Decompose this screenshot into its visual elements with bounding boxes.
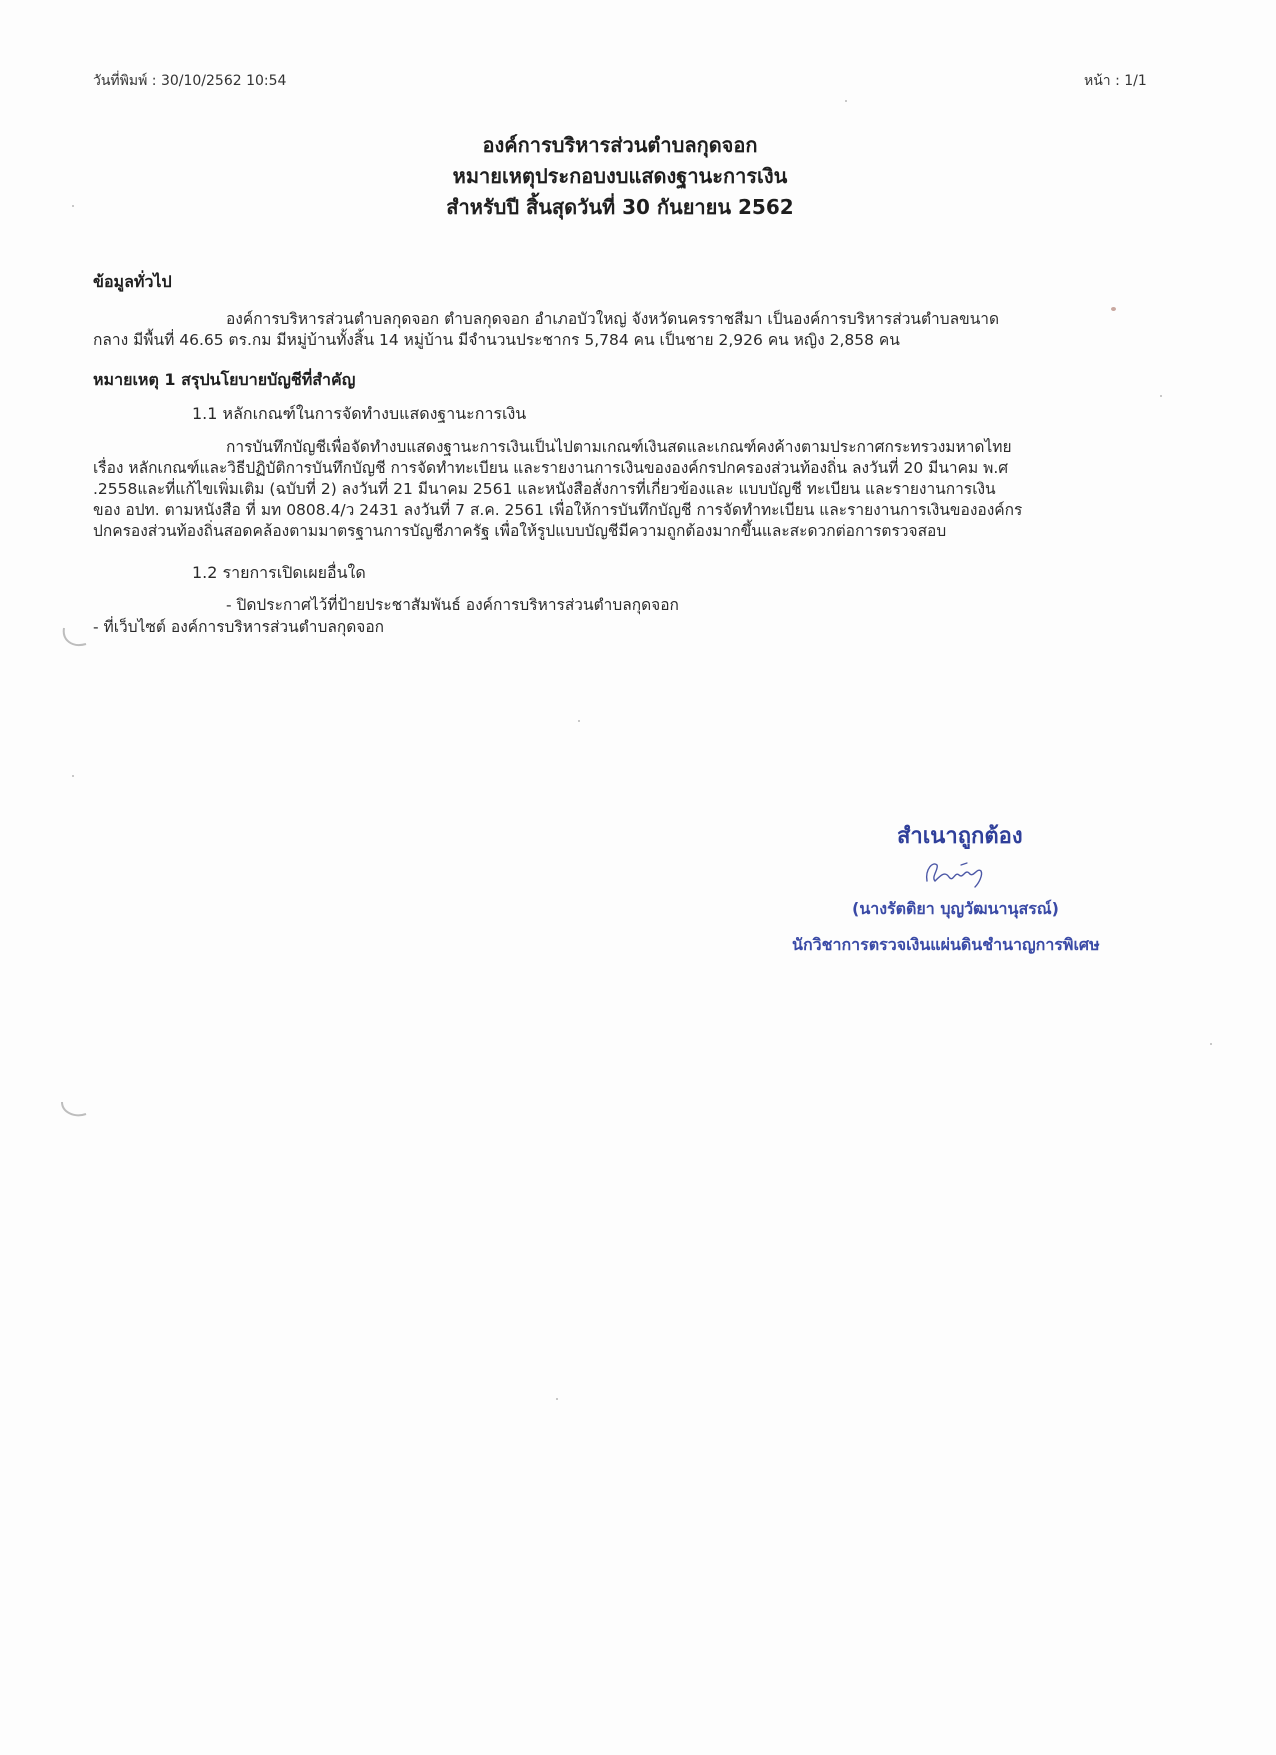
- note1-heading: หมายเหตุ 1 สรุปนโยบายบัญชีที่สำคัญ: [93, 370, 356, 389]
- policy-paragraph-line: .2558และที่แก้ไขเพิ่มเติม (ฉบับที่ 2) ลงวันที่ 21 มีนาคม 2561 และหนังสือสั่งการที่เกี่ยวข้องและ แบบบัญชี ทะเบียน และรายงานการเงิน: [93, 480, 996, 498]
- scan-speck: [72, 205, 74, 207]
- policy-paragraph-line: การบันทึกบัญชีเพื่อจัดทำงบแสดงฐานะการเงินเป็นไปตามเกณฑ์เงินสดและเกณฑ์คงค้างตามประกาศกระทรวงมหาดไทย: [226, 438, 1012, 456]
- scan-speck: [1210, 1043, 1212, 1045]
- scan-speck: [1111, 307, 1116, 311]
- policy-paragraph-line: เรื่อง หลักเกณฑ์และวิธีปฏิบัติการบันทึกบัญชี การจัดทำทะเบียน และรายงานการเงินขององค์กรปกครองส่วนท้องถิ่น ลงวันที่ 20 มีนาคม พ.ศ: [93, 459, 1009, 477]
- page-number: หน้า : 1/1: [1084, 73, 1147, 89]
- handwritten-signature: [921, 857, 993, 891]
- note1-2-title: 1.2 รายการเปิดเผยอื่นใด: [192, 563, 366, 582]
- general-info-line: องค์การบริหารส่วนตำบลกุดจอก ตำบลกุดจอก อำเภอบัวใหญ่ จังหวัดนครราชสีมา เป็นองค์การบริหารส่วนตำบลขนาด: [226, 310, 1000, 328]
- disclosure-item: - ที่เว็บไซต์ องค์การบริหารส่วนตำบลกุดจอก: [93, 618, 385, 636]
- general-info-heading: ข้อมูลทั่วไป: [93, 272, 172, 291]
- print-date: วันที่พิมพ์ : 30/10/2562 10:54: [93, 73, 287, 89]
- signer-name: (นางรัตติยา บุญวัฒนานุสรณ์): [852, 899, 1059, 918]
- note1-1-title: 1.1 หลักเกณฑ์ในการจัดทำงบแสดงฐานะการเงิน: [192, 404, 527, 423]
- disclosure-item: - ปิดประกาศไว้ที่ป้ายประชาสัมพันธ์ องค์การบริหารส่วนตำบลกุดจอก: [226, 596, 679, 614]
- punch-hole-mark: [58, 610, 92, 650]
- scan-speck: [845, 100, 847, 102]
- scan-speck: [556, 1398, 558, 1400]
- punch-hole-mark: [56, 1090, 90, 1120]
- policy-paragraph-line: ของ อปท. ตามหนังสือ ที่ มท 0808.4/ว 2431 ลงวันที่ 7 ส.ค. 2561 เพื่อให้การบันทึกบัญชี การจัดทำทะเบียน และรายงานการเงินขององค์กร: [93, 501, 1023, 519]
- scan-speck: [578, 720, 580, 722]
- organization-title: องค์การบริหารส่วนตำบลกุดจอก: [482, 133, 758, 157]
- general-info-line: กลาง มีพื้นที่ 46.65 ตร.กม มีหมู่บ้านทั้งสิ้น 14 หมู่บ้าน มีจำนวนประชากร 5,784 คน เป็นชาย 2,926 คน หญิง 2,858 คน: [93, 331, 900, 349]
- signer-position: นักวิชาการตรวจเงินแผ่นดินชำนาญการพิเศษ: [792, 935, 1100, 954]
- period-title: สำหรับปี สิ้นสุดวันที่ 30 กันยายน 2562: [446, 195, 794, 219]
- policy-paragraph-line: ปกครองส่วนท้องถิ่นสอดคล้องตามมาตรฐานการบัญชีภาครัฐ เพื่อให้รูปแบบบัญชีมีความถูกต้องมากขึ้นและสะดวกต่อการตรวจสอบ: [93, 522, 947, 540]
- statement-title: หมายเหตุประกอบงบแสดงฐานะการเงิน: [452, 164, 788, 188]
- scan-speck: [72, 775, 74, 777]
- scan-speck: [1160, 395, 1162, 397]
- document-title-block: [0, 130, 1240, 223]
- certified-copy-stamp: สำเนาถูกต้อง: [897, 824, 1023, 849]
